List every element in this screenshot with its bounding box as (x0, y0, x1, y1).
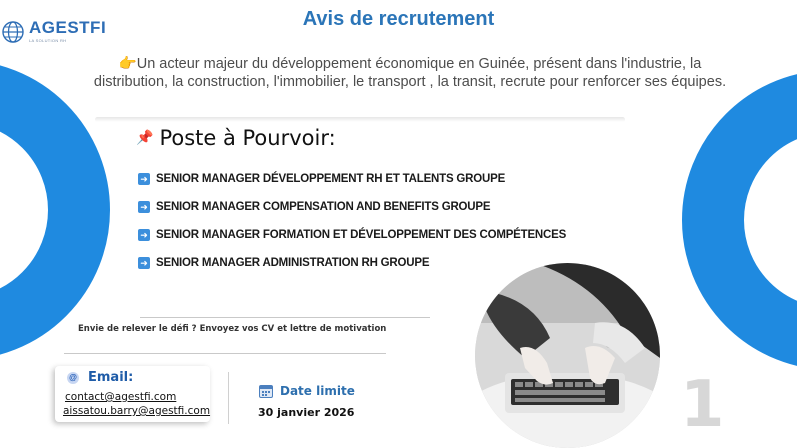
divider (140, 317, 430, 318)
arrow-right-icon: ➜ (138, 173, 150, 185)
job-item (138, 221, 566, 249)
job-list (138, 165, 566, 277)
logo-tagline: LA SOLUTION RH (29, 38, 67, 43)
intro-paragraph (80, 55, 740, 91)
logo-name: AGESTFI (29, 18, 107, 37)
postes-heading (136, 126, 336, 150)
calendar-icon (259, 384, 273, 398)
decorative-ring-right (682, 70, 797, 370)
divider (64, 353, 386, 354)
intro-text: Un acteur majeur du développement économique en Guinée, présent dans l'industrie, la distribution, la construction, l'immobilier, le transport , la transit, recrute pour renforcer ses équipes. (93, 56, 727, 90)
at-sign-icon: @ (67, 372, 79, 384)
decorative-ring-left (0, 60, 110, 360)
email-link-aissatou[interactable]: aissatou.barry@agestfi.com (63, 405, 211, 417)
deadline-title: Date limite (280, 384, 355, 398)
vertical-divider (228, 372, 229, 424)
job-label: SENIOR MANAGER ADMINISTRATION RH GROUPE (156, 257, 430, 269)
postes-heading-text: Poste à Pourvoir: (159, 126, 336, 150)
email-card (55, 366, 210, 422)
job-label: SENIOR MANAGER FORMATION ET DÉVELOPPEMENT DES COMPÉTENCES (156, 229, 567, 241)
arrow-right-icon: ➜ (138, 257, 150, 269)
deadline-date: 30 janvier 2026 (258, 406, 355, 419)
job-item (138, 165, 566, 193)
pushpin-icon: 📌 (136, 130, 154, 146)
email-link-contact[interactable]: contact@agestfi.com (65, 391, 177, 403)
intro-underline (95, 117, 625, 122)
pointing-hand-icon: 👉 (118, 56, 137, 72)
email-title: Email: (88, 370, 134, 385)
arrow-right-icon: ➜ (138, 201, 150, 213)
call-to-action: Envie de relever le défi ? Envoyez vos CV et lettre de motivation (78, 324, 387, 334)
deadline-heading (259, 384, 355, 398)
job-item (138, 193, 566, 221)
job-label: SENIOR MANAGER DÉVELOPPEMENT RH ET TALENTS GROUPE (156, 173, 506, 185)
page-number: 1 (680, 368, 725, 442)
arrow-right-icon: ➜ (138, 229, 150, 241)
laptop-typing-photo (475, 263, 660, 448)
job-item (138, 249, 566, 277)
job-label: SENIOR MANAGER COMPENSATION AND BENEFITS GROUPE (156, 201, 491, 213)
email-heading (67, 370, 133, 385)
page-title: Avis de recrutement (302, 8, 495, 30)
